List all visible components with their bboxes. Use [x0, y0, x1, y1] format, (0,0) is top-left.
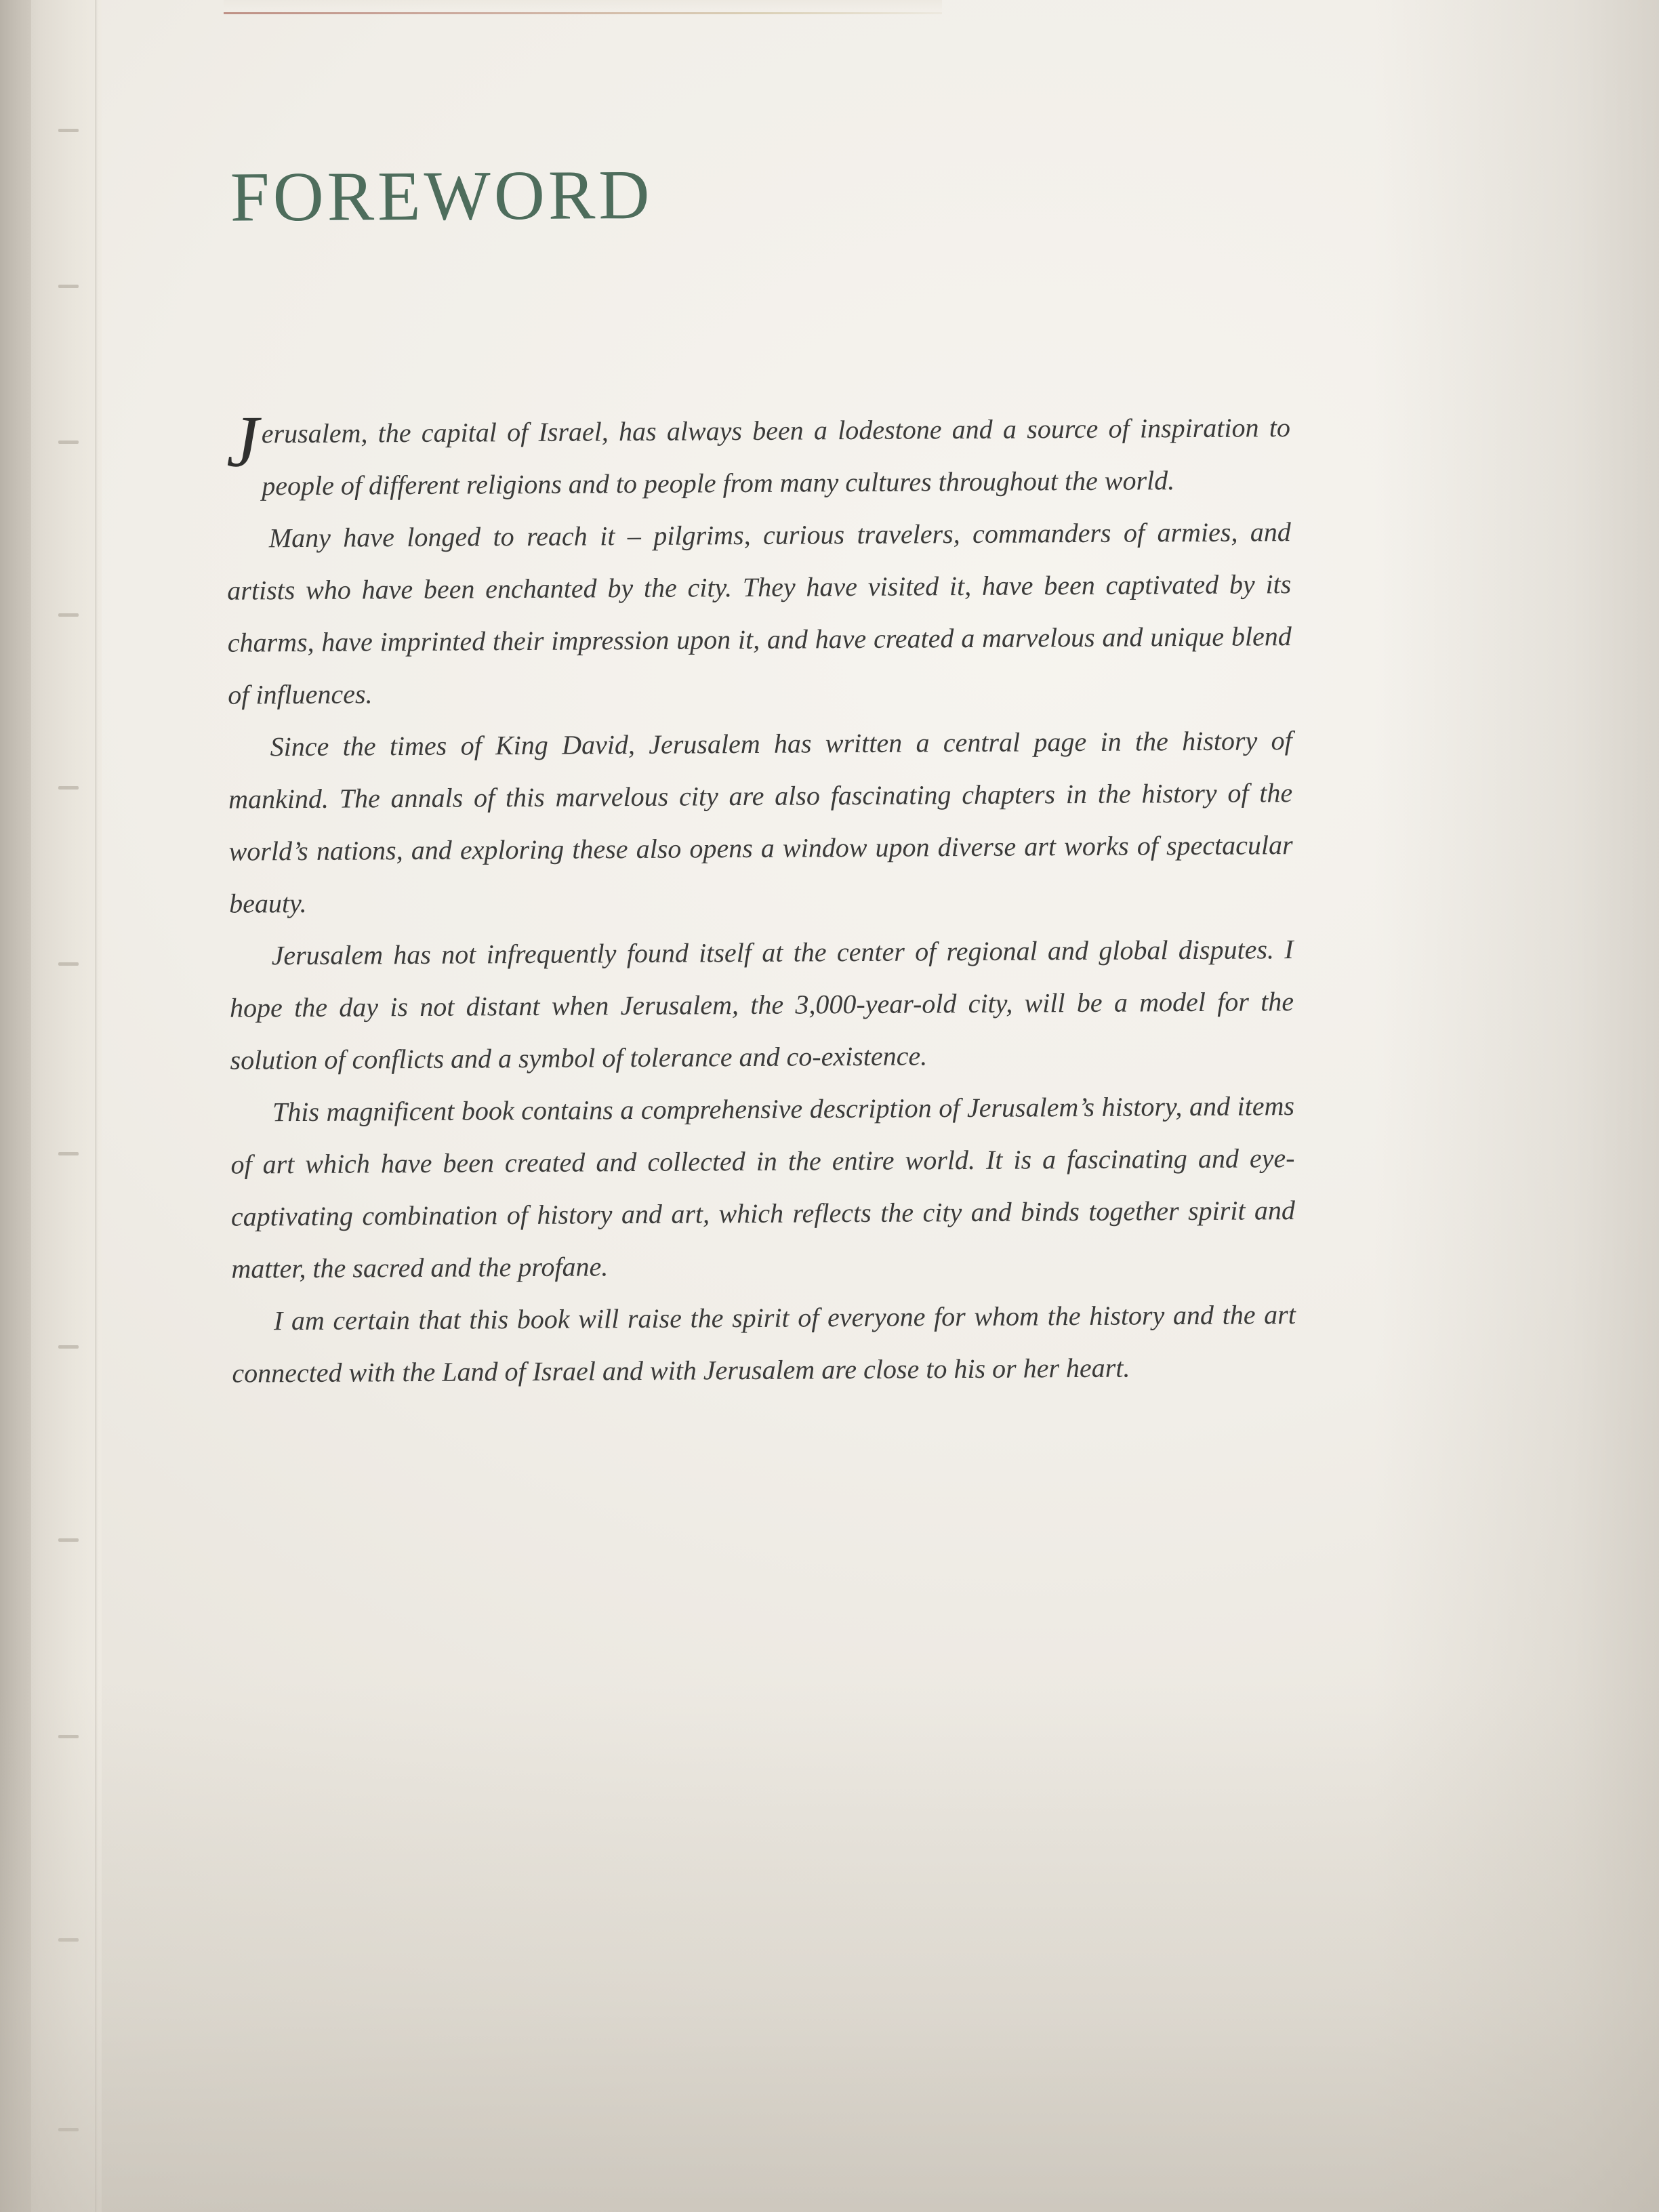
binding-stitch: [58, 613, 79, 617]
binding-stitch: [58, 2128, 79, 2131]
paragraph: I am certain that this book will raise the spirit of everyone for whom the history and the art connected with the Land of Israel and with Jerusalem are close to his or her heart.: [232, 1299, 1296, 1389]
paragraph: Jerusalem has not infrequently found itself at the center of regional and global disputes. I hope the day is not distant when Jerusalem, the 3,000-year-old city, will be a model for the solution of conflicts and a symbol of tolerance and co-existence.: [229, 934, 1294, 1076]
paragraph: This magnificent book contains a comprehensive description of Jerusalem’s history, and items of art which have been created and collected in the entire world. It is a fascinating and eye-captivating combination of history and art, which reflects the city and binds together spirit and matter, the sacred and the profane.: [230, 1090, 1296, 1284]
binding-stitch: [58, 441, 79, 444]
gutter-shadow: [0, 0, 31, 2212]
binding-stitch: [58, 1938, 79, 1942]
paragraph: Many have longed to reach it – pilgrims, curious travelers, commanders of armies, and artists who have been enchanted by the city. They have visited it, have been captivated by its charms, have imprinted their impression upon it, and have created a marvelous and unique blend of influences.: [227, 516, 1292, 710]
binding-stitch: [58, 1538, 79, 1542]
binding-stitch: [58, 1735, 79, 1738]
binding-stitch: [58, 129, 79, 132]
foreword-body: [226, 401, 1296, 1399]
binding-stitch: [58, 962, 79, 966]
paragraph: [226, 401, 1291, 512]
binding-stitch: [58, 786, 79, 790]
binding-stitch: [58, 285, 79, 288]
binding-stitch: [58, 1152, 79, 1155]
page-title: FOREWORD: [230, 155, 653, 237]
paragraph: Since the times of King David, Jerusalem has written a central page in the history of mankind. The annals of this marvelous city are also fascinating chapters in the history of the world’s nations, and exploring these also opens a window upon diverse art works of spectacular beauty.: [228, 725, 1293, 919]
book-gutter: [0, 0, 102, 2212]
page-content: [102, 0, 1659, 2212]
binding-stitch: [58, 1345, 79, 1349]
drop-cap: J: [226, 401, 260, 483]
paragraph-text: erusalem, the capital of Israel, has always been a lodestone and a source of inspiration to people of different religions and to people from many cultures throughout the world.: [261, 412, 1291, 501]
gutter-edge-shadow: [95, 0, 98, 2212]
